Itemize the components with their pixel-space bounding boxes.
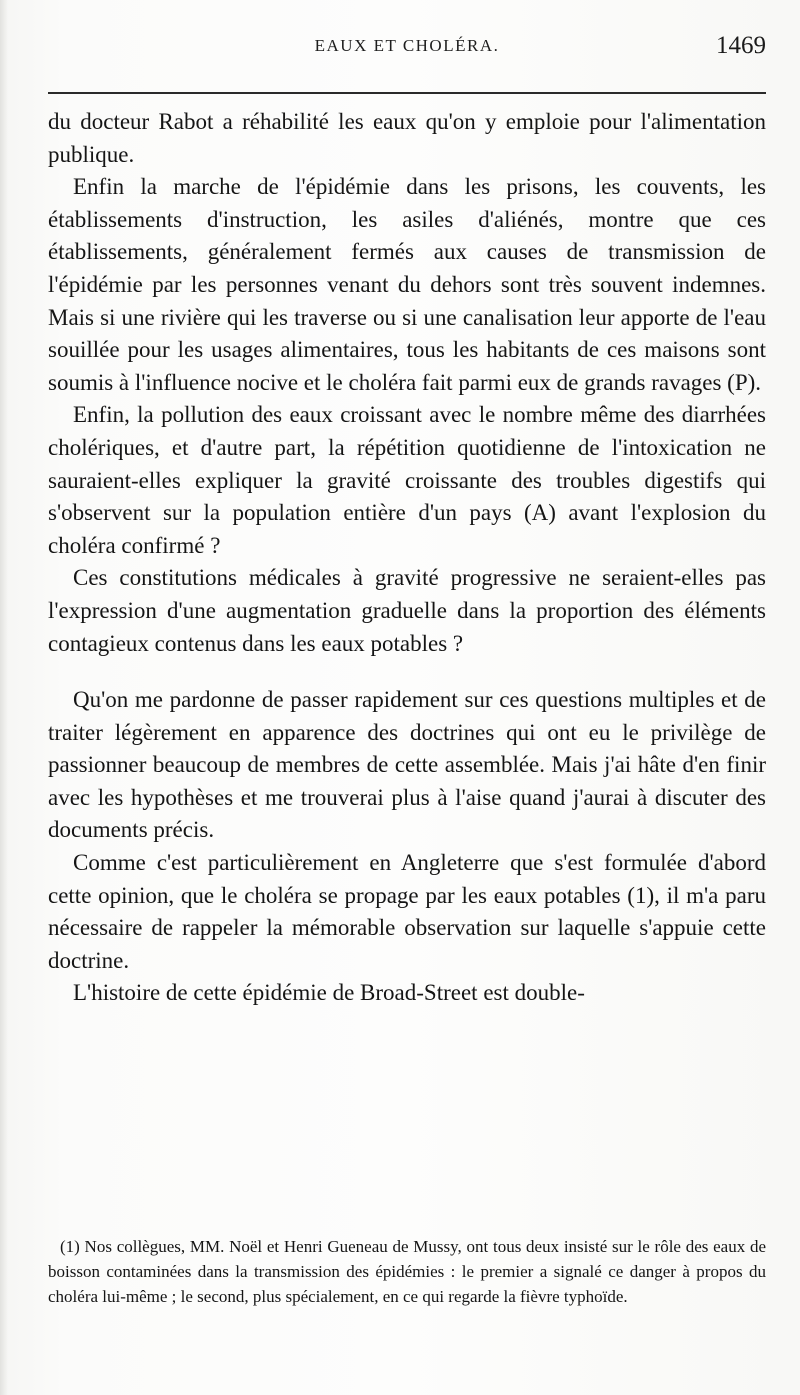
header-rule (48, 92, 766, 94)
page-edge-shadow (0, 0, 8, 1395)
paragraph-epidemie-prisons: Enfin la marche de l'épidémie dans les prisons, les couvents, les établissements d'instruction, les asiles d'aliénés, montre que ces établissements, généralement fermés aux causes de transmission de l'épidémie par les personnes venant du dehors sont très souvent indemnes. Mais si une rivière qui les traverse ou si une canalisation leur apporte de l'eau souillée pour les usages alimentaires, tous les habitants de ces maisons sont soumis à l'influence nocive et le choléra fait parmi eux de grands ravages (P). (48, 174, 766, 395)
footnote (48, 1234, 766, 1309)
paragraph-continuation: du docteur Rabot a réhabilité les eaux qu'on y emploie pour l'alimentation publique. (48, 109, 766, 167)
page-number: 1469 (716, 32, 766, 59)
paragraph-broad-street: L'histoire de cette épidémie de Broad-Street est double- (73, 980, 585, 1006)
footnote-text: (1) Nos collègues, MM. Noël et Henri Gueneau de Mussy, ont tous deux insisté sur le rôle des eaux de boisson contaminées dans la transmission des épidémies : le premier a signalé ce danger à propos du choléra lui-même ; le second, plus spécialement, en ce qui regarde la fièvre typhoïde. (48, 1237, 766, 1306)
running-head (48, 30, 766, 66)
paragraph-angleterre: Comme c'est particulièrement en Angleterre que s'est formulée d'abord cette opinion, que le choléra se propage par les eaux potables (1), il m'a paru nécessaire de rappeler la mémorable observation sur laquelle s'appuie cette doctrine. (48, 850, 766, 973)
paragraph-pardon: Qu'on me pardonne de passer rapidement sur ces questions multiples et de traiter légèrement en apparence des doctrines qui ont eu le privilège de passionner beaucoup de membres de cette assemblée. Mais j'ai hâte d'en finir avec les hypothèses et me trouverai plus à l'aise quand j'aurai à discuter des documents précis. (48, 687, 766, 843)
paragraph-constitutions-medicales: Ces constitutions médicales à gravité progressive ne seraient-elles pas l'expression d'une augmentation graduelle dans la proportion des éléments contagieux contenus dans les eaux potables ? (48, 565, 766, 656)
body-text (48, 106, 766, 1010)
paragraph-pollution-eaux: Enfin, la pollution des eaux croissant avec le nombre même des diarrhées cholériques, et d'autre part, la répétition quotidienne de l'intoxication ne sauraient-elles expliquer la gravité croissante des troubles digestifs qui s'observent sur la population entière d'un pays (A) avant l'explosion du choléra confirmé ? (48, 402, 766, 558)
running-title: EAUX ET CHOLÉRA. (314, 36, 500, 55)
